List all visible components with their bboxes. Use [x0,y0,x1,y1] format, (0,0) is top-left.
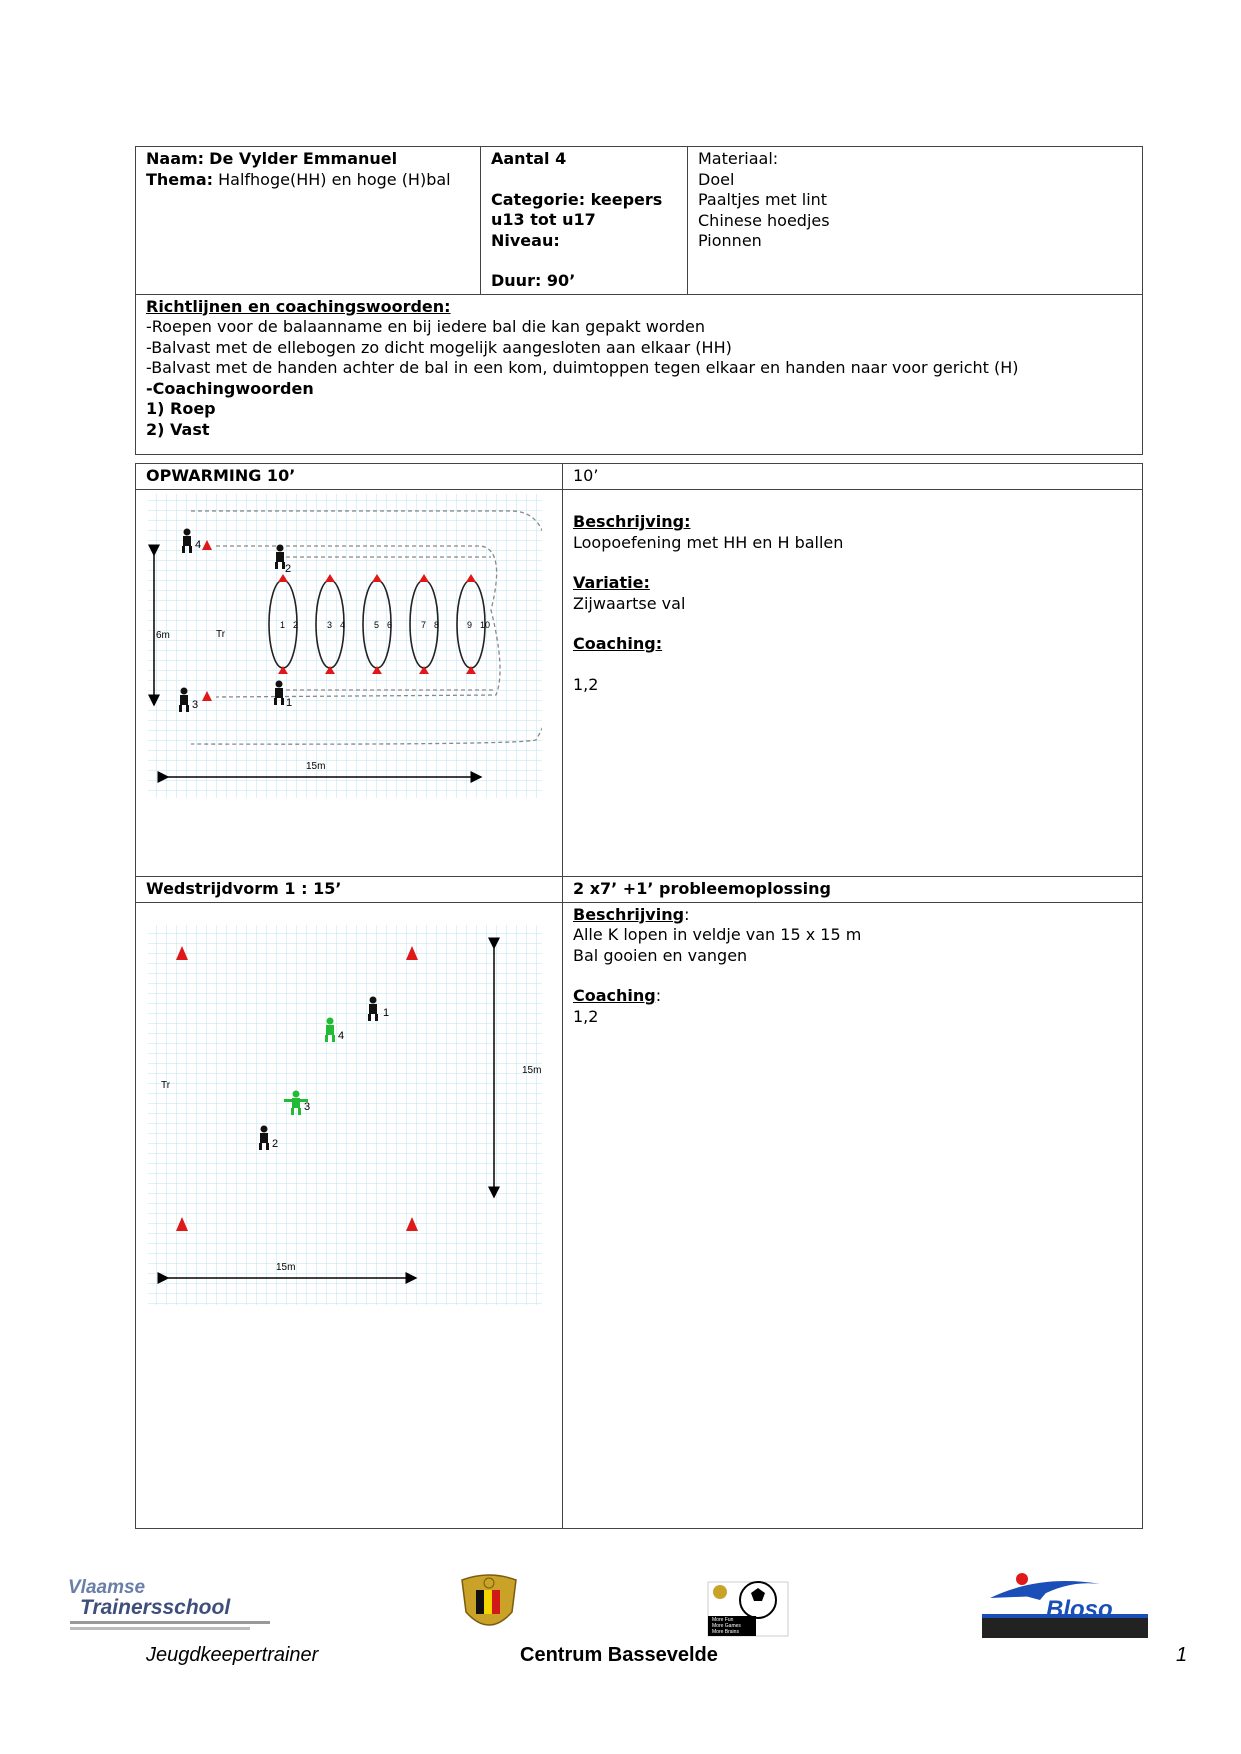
guidelines-cell [136,294,1143,454]
length-label: 15m [306,761,326,772]
exercise1-text-cell [563,490,1143,877]
belgian-fa-crest-logo [452,1572,526,1638]
beschrijving-line: Alle K lopen in veldje van 15 x 15 m [573,925,862,944]
pole-number: 8 [434,620,440,630]
header-table [135,146,1143,455]
player-number: 4 [195,539,202,551]
coaching-word: 2) Vast [146,419,210,439]
exercise2-diagram [136,903,542,1523]
footer-left: Jeugdkeepertrainer [146,1644,319,1666]
beschrijving-line: Bal gooien en vangen [573,945,748,965]
duur: Duur: 90’ [491,271,576,290]
pole-number: 2 [293,620,299,630]
pole-number: 9 [467,620,473,630]
coaching-label: Coaching [573,986,656,1005]
variatie-text: Zijwaartse val [573,593,686,613]
materiaal-title: Materiaal: [698,149,779,168]
naam-thema-cell [136,147,481,295]
player-number: 3 [192,699,199,711]
materiaal-item: Chinese hoedjes [698,210,830,230]
materiaal-cell [688,147,1143,295]
exercise1-title: OPWARMING 10’ [136,464,563,490]
exercise2-time: 2 x7’ +1’ probleemoplossing [563,876,1143,902]
bloso-logo: Bloso [980,1570,1150,1640]
materiaal-item: Pionnen [698,231,762,250]
exercise-table [135,463,1143,1529]
pole-number: 3 [327,620,333,630]
exercise1-diagram [136,490,542,870]
categorie-line2: u13 tot u17 [491,210,596,229]
guideline-line: -Balvast met de handen achter de bal in een kom, duimtoppen tegen elkaar en handen naar voor gericht (H) [146,358,1019,377]
player-number: 2 [285,563,292,575]
exercise2-text-cell: Beschrijving: Alle K lopen in veldje van 15 x 15 m Bal gooien en vangen Coaching: 1,2 [563,902,1143,1529]
pole-number: 5 [374,620,380,630]
player-number: 1 [286,697,293,709]
vlaamse-trainersschool-logo: Vlaamse Trainersschool [66,1578,276,1638]
player-number: 3 [304,1100,311,1113]
width-label: 15m [276,1261,296,1273]
pole-number: 10 [480,620,491,630]
height-label: 6m [156,630,170,641]
naam-value: De Vylder Emmanuel [209,149,398,168]
pole-number: 7 [421,620,427,630]
grid-background [148,925,542,1305]
height-label: 15m [522,1064,542,1076]
categorie-line1: Categorie: keepers [491,189,663,209]
coaching-label: Coaching: [573,634,663,653]
trainer-label: Tr [161,1079,171,1091]
thema-label: Thema: [146,169,214,189]
exercise2-title: Wedstrijdvorm 1 : 15’ [136,876,563,902]
materiaal-item: Doel [698,169,735,189]
coaching-text: 1,2 [573,1006,599,1026]
pole-number: 4 [340,620,346,630]
thema-value: Halfhoge(HH) en hoge (H)bal [218,169,451,189]
variatie-label: Variatie: [573,573,650,592]
player-number: 2 [272,1137,279,1150]
coaching-text: 1,2 [573,674,599,694]
naam-label: Naam: [146,149,205,168]
trainer-label: Tr [216,629,226,640]
beschrijving-text: Loopoefening met HH en H ballen [573,532,844,552]
guidelines-title: Richtlijnen en coachingswoorden: [146,296,451,316]
pole-number: 6 [387,620,393,630]
foot-education-logo: More Fun More Games More Brains [706,1578,790,1638]
materiaal-item: Paaltjes met lint [698,190,828,209]
pole-number: 1 [280,620,286,630]
exercise1-time: 10’ [563,464,1143,490]
beschrijving-label: Beschrijving: [573,512,691,531]
coaching-words-title: -Coachingwoorden [146,378,314,398]
exercise2-diagram-cell [136,902,563,1529]
coaching-word: 1) Roep [146,399,216,418]
aantal: Aantal 4 [491,149,567,168]
page-number: 1 [1176,1644,1188,1666]
niveau: Niveau: [491,230,560,250]
beschrijving-label: Beschrijving [573,904,685,924]
guideline-line: -Balvast met de ellebogen zo dicht mogelijk aangesloten aan elkaar (HH) [146,337,732,357]
player-number: 1 [383,1006,390,1019]
player-number: 4 [338,1029,345,1042]
aantal-cell [481,147,688,295]
footer-center: Centrum Bassevelde [520,1644,718,1666]
exercise1-diagram-cell [136,490,563,877]
guideline-line: -Roepen voor de balaanname en bij iedere bal die kan gepakt worden [146,317,706,336]
